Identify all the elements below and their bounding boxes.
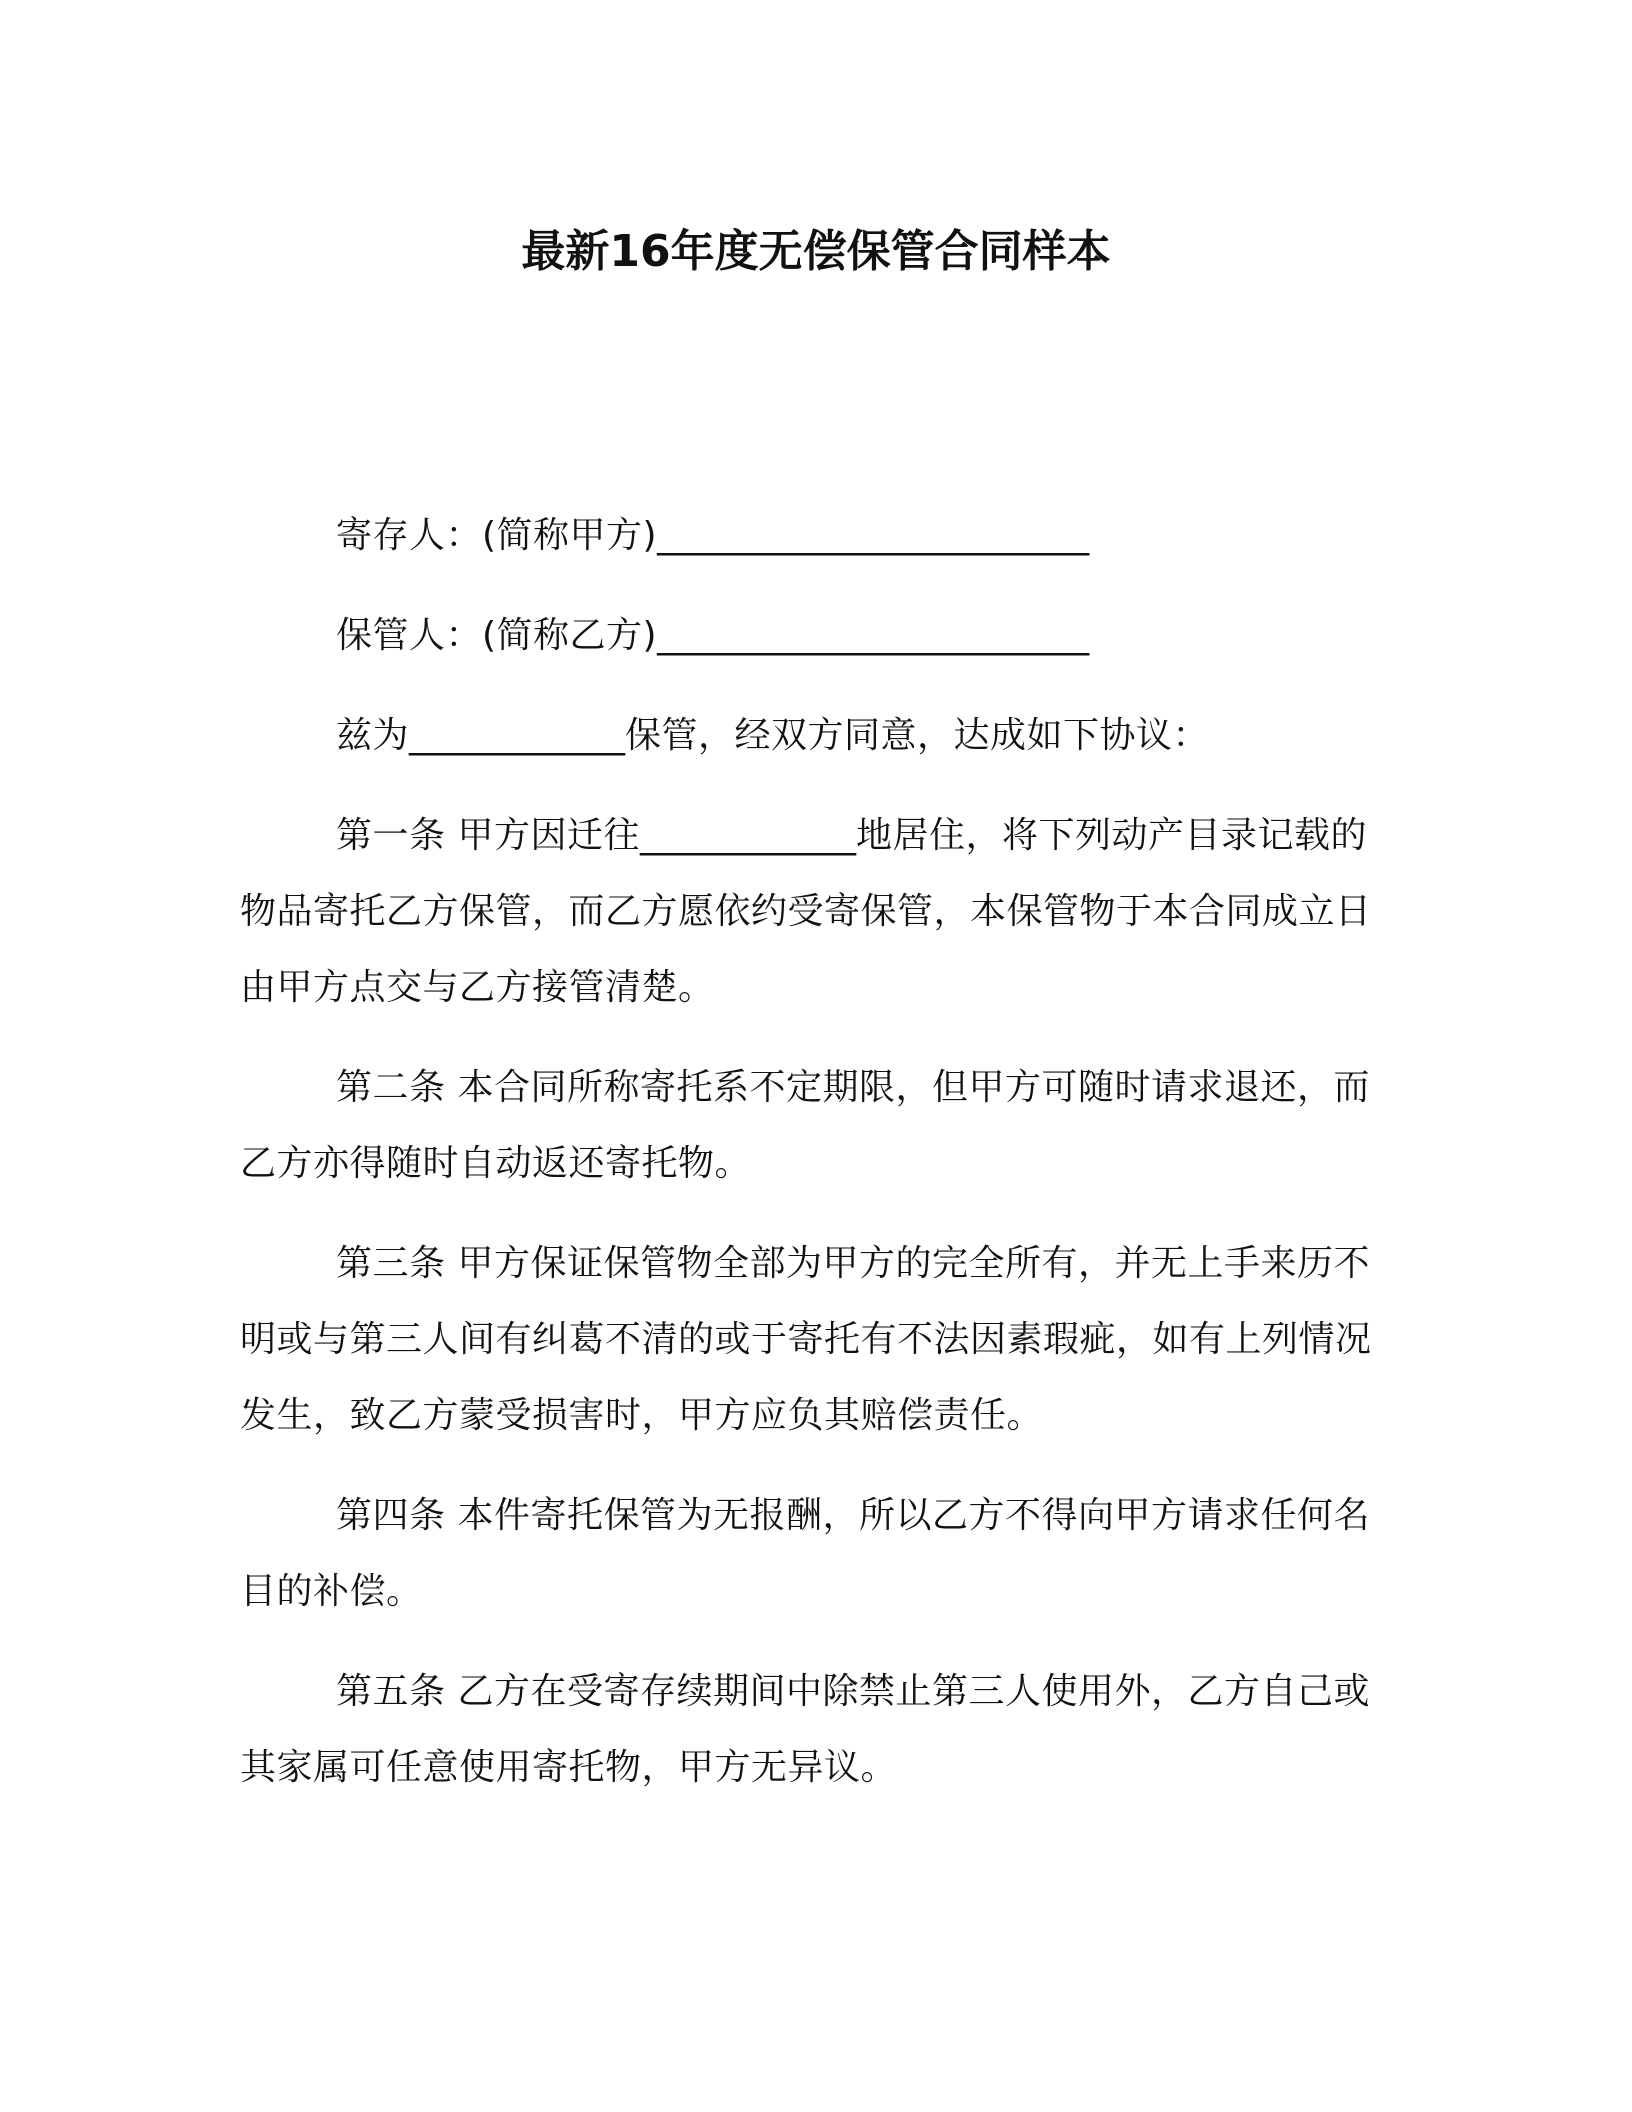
article-5 — [240, 1654, 1392, 1806]
party-depositor-blank: ________________________ — [657, 515, 1090, 556]
article-4 — [240, 1478, 1392, 1630]
article-2-number: 第二条 — [336, 1067, 446, 1108]
article-2-text: 本合同所称寄托系不定期限，但甲方可随时请求退还，而乙方亦得随时自动返还寄托物。 — [240, 1067, 1371, 1184]
party-custodian — [240, 598, 1392, 674]
article-2 — [240, 1050, 1392, 1202]
party-custodian-label: 保管人：(简称乙方) — [336, 615, 658, 656]
article-1-text-before: 甲方因迁往 — [457, 815, 641, 856]
intro-suffix: 保管，经双方同意，达成如下协议： — [625, 715, 1210, 756]
article-1-number: 第一条 — [336, 815, 446, 856]
article-3-text: 甲方保证保管物全部为甲方的完全所有，并无上手来历不明或与第三人间有纠葛不清的或于寄托有不法因素瑕疵，如有上列情况发生，致乙方蒙受损害时，甲方应负其赔偿责任。 — [240, 1243, 1372, 1436]
article-4-text: 本件寄托保管为无报酬，所以乙方不得向甲方请求任何名目的补偿。 — [240, 1495, 1371, 1612]
document-title: 最新16年度无偿保管合同样本 — [521, 226, 1111, 277]
article-1-blank: ____________ — [640, 815, 857, 856]
party-custodian-blank: ________________________ — [657, 615, 1090, 656]
intro-blank: ____________ — [409, 715, 626, 756]
article-3-number: 第三条 — [336, 1243, 446, 1284]
article-1-text-after: 地居住，将下列动产目录记载的物品寄托乙方保管，而乙方愿依约受寄保管，本保管物于本合同成立日由甲方点交与乙方接管清楚。 — [240, 815, 1372, 1008]
article-3 — [240, 1226, 1392, 1454]
intro-prefix: 兹为 — [336, 715, 410, 756]
party-depositor — [240, 498, 1392, 574]
party-depositor-label: 寄存人：(简称甲方) — [336, 515, 658, 556]
intro-paragraph — [240, 698, 1392, 774]
article-4-number: 第四条 — [336, 1495, 446, 1536]
article-1 — [240, 798, 1392, 1026]
article-5-number: 第五条 — [336, 1671, 446, 1712]
document-body — [240, 498, 1392, 1830]
article-5-text: 乙方在受寄存续期间中除禁止第三人使用外，乙方自己或其家属可任意使用寄托物，甲方无异议。 — [240, 1671, 1371, 1788]
